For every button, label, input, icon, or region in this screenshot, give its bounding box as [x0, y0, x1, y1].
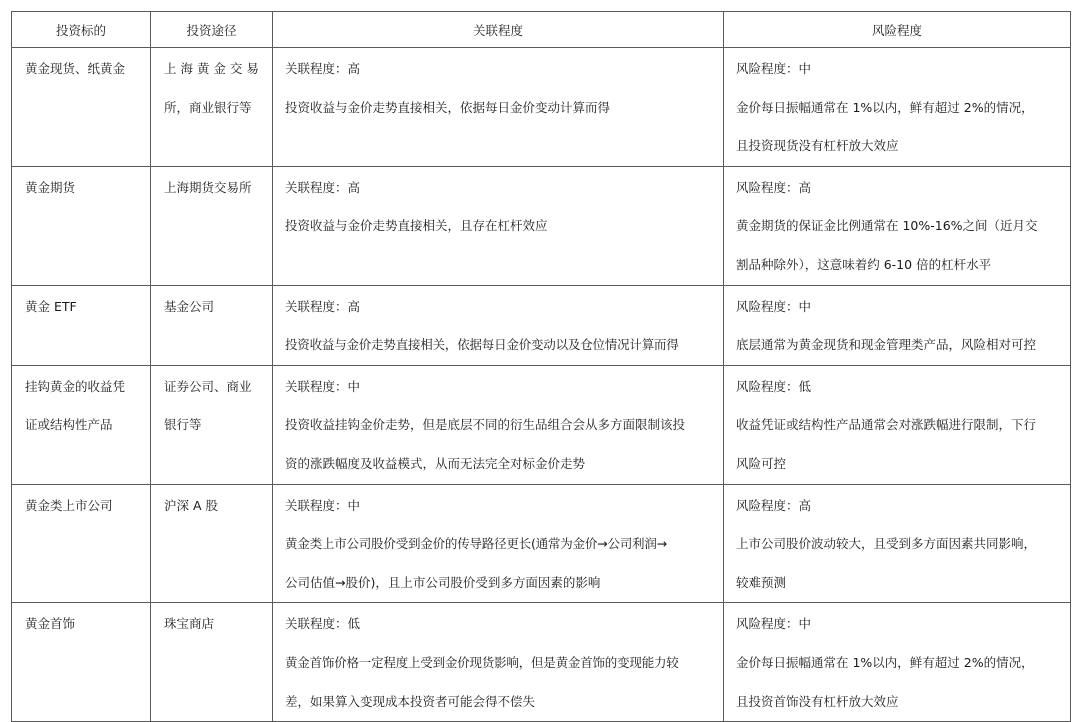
cell-line: 公司估值→股价)，且上市公司股价受到多方面因素的影响	[285, 574, 601, 590]
cell-line: 风险程度：高	[736, 179, 812, 195]
cell-target	[12, 365, 151, 484]
table-row	[12, 484, 1071, 603]
cell-line: 基金公司	[164, 298, 215, 314]
cell-relevance	[273, 603, 724, 722]
cell-relevance	[273, 365, 724, 484]
cell-relevance	[273, 285, 724, 365]
cell-line: 投资收益挂钩金价走势，但是底层不同的衍生品组合会从多方面限制该投	[285, 417, 686, 433]
cell-line: 关联程度：中	[285, 497, 361, 513]
cell-line: 风险可控	[736, 455, 787, 471]
cell-line: 关联程度：中	[285, 378, 361, 394]
cell-relevance	[273, 166, 724, 285]
cell-channel	[151, 603, 273, 722]
cell-risk	[724, 285, 1071, 365]
cell-line: 上海期货交易所	[164, 179, 252, 195]
cell-line: 风险程度：低	[736, 378, 812, 394]
cell-channel	[151, 166, 273, 285]
cell-line: 黄金首饰价格一定程度上受到金价现货影响，但是黄金首饰的变现能力较	[285, 654, 679, 670]
investment-comparison-table	[11, 11, 1071, 722]
table-row	[12, 166, 1071, 285]
cell-line: 证券公司、商业	[164, 378, 252, 394]
cell-target	[12, 603, 151, 722]
cell-line: 上 海 黄 金 交 易	[164, 61, 259, 76]
cell-line: 投资收益与金价走势直接相关，依据每日金价变动计算而得	[285, 99, 611, 115]
cell-channel	[151, 484, 273, 603]
cell-line: 关联程度：高	[285, 61, 361, 76]
cell-line: 挂钩黄金的收益凭	[25, 378, 126, 394]
cell-line: 收益凭证或结构性产品通常会对涨跌幅进行限制，下行	[736, 417, 1037, 433]
cell-line: 底层通常为黄金现货和现金管理类产品，风险相对可控	[736, 337, 1037, 353]
cell-line: 黄金类上市公司	[25, 497, 113, 513]
cell-line: 且投资现货没有杠杆放大效应	[736, 138, 899, 154]
cell-risk	[724, 48, 1071, 167]
cell-line: 关联程度：高	[285, 298, 361, 314]
cell-line: 所，商业银行等	[164, 99, 252, 115]
table-row	[12, 48, 1071, 167]
cell-line: 风险程度：中	[736, 61, 812, 76]
cell-line: 关联程度：低	[285, 616, 361, 632]
table-row	[12, 365, 1071, 484]
cell-risk	[724, 166, 1071, 285]
cell-line: 黄金现货、纸黄金	[25, 61, 126, 76]
cell-relevance	[273, 484, 724, 603]
cell-risk	[724, 365, 1071, 484]
cell-target	[12, 285, 151, 365]
cell-channel	[151, 285, 273, 365]
cell-target	[12, 484, 151, 603]
header-target: 投资标的	[12, 12, 151, 48]
cell-line: 黄金 ETF	[25, 298, 77, 314]
cell-line: 投资收益与金价走势直接相关，且存在杠杆效应	[285, 218, 548, 234]
cell-line: 黄金首饰	[25, 616, 76, 632]
cell-line: 风险程度：中	[736, 616, 812, 632]
cell-line: 割品种除外），这意味着约 6-10 倍的杠杆水平	[736, 256, 992, 272]
cell-line: 黄金期货的保证金比例通常在 10%-16%之间（近月交	[736, 218, 1038, 234]
cell-line: 较难预测	[736, 574, 787, 590]
cell-risk	[724, 484, 1071, 603]
cell-target	[12, 166, 151, 285]
cell-line: 黄金类上市公司股价受到金价的传导路径更长(通常为金价→公司利润→	[285, 536, 667, 552]
cell-line: 风险程度：中	[736, 298, 812, 314]
cell-target	[12, 48, 151, 167]
cell-line: 上市公司股价波动较大，且受到多方面因素共同影响，	[736, 536, 1037, 552]
table-row	[12, 285, 1071, 365]
cell-channel	[151, 365, 273, 484]
cell-line: 金价每日振幅通常在 1%以内，鲜有超过 2%的情况，	[736, 99, 1034, 115]
cell-line: 珠宝商店	[164, 616, 215, 632]
cell-line: 证或结构性产品	[25, 417, 113, 433]
header-row	[12, 12, 1071, 48]
cell-relevance	[273, 48, 724, 167]
cell-line: 金价每日振幅通常在 1%以内，鲜有超过 2%的情况，	[736, 654, 1034, 670]
cell-line: 且投资首饰没有杠杆放大效应	[736, 693, 899, 709]
cell-line: 差，如果算入变现成本投资者可能会得不偿失	[285, 693, 536, 709]
header-risk: 风险程度	[724, 12, 1071, 48]
cell-risk	[724, 603, 1071, 722]
cell-line: 沪深 A 股	[164, 497, 218, 513]
cell-line: 投资收益与金价走势直接相关，依据每日金价变动以及仓位情况计算而得	[285, 337, 679, 353]
cell-line: 资的涨跌幅度及收益模式，从而无法完全对标金价走势	[285, 455, 586, 471]
cell-line: 银行等	[164, 417, 202, 433]
header-channel: 投资途径	[151, 12, 273, 48]
cell-line: 关联程度：高	[285, 179, 361, 195]
table-row	[12, 603, 1071, 722]
header-relevance: 关联程度	[273, 12, 724, 48]
cell-line: 风险程度：高	[736, 497, 812, 513]
cell-line: 黄金期货	[25, 179, 76, 195]
cell-channel	[151, 48, 273, 167]
